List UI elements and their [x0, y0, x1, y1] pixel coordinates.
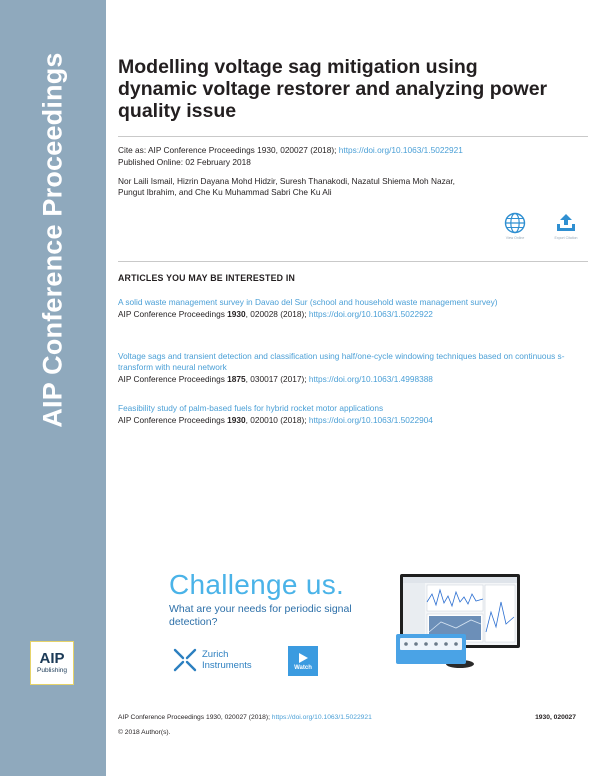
view-online-button[interactable] [493, 212, 537, 240]
volume-number: 1875 [227, 374, 246, 384]
view-online-label: View Online [505, 236, 525, 240]
export-icon [555, 212, 577, 234]
footer-cite-prefix: AIP Conference Proceedings 1930, 020027 (2018); [118, 714, 272, 721]
cite-doi-link[interactable]: https://doi.org/10.1063/1.5022921 [338, 145, 463, 155]
article-number: , 030017 (2017); [245, 374, 309, 384]
journal-sidebar [0, 0, 106, 776]
paper-title: Modelling voltage sag mitigation using dynamic voltage restorer and analyzing power quality issue [118, 56, 548, 122]
ad-subline: What are your needs for periodic signal detection? [169, 603, 352, 628]
cite-prefix: Cite as: AIP Conference Proceedings 1930, 020027 (2018); [118, 145, 339, 155]
related-article [118, 351, 578, 385]
article-number: , 020010 (2018); [245, 415, 309, 425]
author-list: Nor Laili Ismail, Hizrin Dayana Mohd Hidzir, Suresh Thanakodi, Nazatul Shiema Moh Nazar, Pungut Ibrahim, and Che Ku Muhammad Sabri Che Ku Ali [118, 176, 455, 197]
globe-icon [504, 212, 526, 234]
published-date: Published Online: 02 February 2018 [118, 157, 251, 167]
ad-headline: Challenge us. [169, 569, 345, 600]
related-article-title[interactable]: A solid waste management survey in Davao del Sur (school and household waste management survey) [118, 297, 498, 307]
advertisement[interactable] [164, 564, 544, 684]
related-article-title[interactable]: Feasibility study of palm-based fuels for hybrid rocket motor applications [118, 403, 384, 413]
page-identifier: 1930, 020027 [535, 714, 576, 721]
brand-line: Zurich [202, 649, 229, 660]
doi-link[interactable]: https://doi.org/10.1063/1.5022904 [308, 415, 433, 425]
journal-name-text: AIP Conference Proceedings [118, 374, 228, 384]
footer-doi-link[interactable]: https://doi.org/10.1063/1.5022921 [271, 714, 372, 721]
play-icon [297, 652, 309, 664]
brand-line: Instruments [202, 660, 252, 671]
doi-link[interactable]: https://doi.org/10.1063/1.4998388 [308, 374, 433, 384]
copyright: © 2018 Author(s). [118, 729, 171, 736]
watch-label: Watch [294, 664, 312, 671]
export-citation-label: Export Citation [554, 236, 578, 240]
article-number: , 020028 (2018); [245, 309, 309, 319]
related-article-cite [118, 374, 578, 385]
divider [118, 136, 588, 137]
zurich-instruments-logo-icon [172, 647, 198, 673]
related-heading: ARTICLES YOU MAY BE INTERESTED IN [118, 273, 296, 283]
export-citation-button[interactable] [544, 212, 588, 240]
journal-name-text: AIP Conference Proceedings [118, 309, 228, 319]
aip-publishing-logo[interactable] [30, 641, 74, 685]
related-article-cite [118, 415, 578, 426]
doi-link[interactable]: https://doi.org/10.1063/1.5022922 [308, 309, 433, 319]
related-article-title[interactable]: Voltage sags and transient detection and classification using half/one-cycle windowing techniques based on continuous s-transform with neural network [118, 351, 565, 372]
journal-name: AIP Conference Proceedings [37, 52, 68, 428]
volume-number: 1930 [227, 309, 246, 319]
logo-sub: Publishing [37, 667, 67, 674]
watch-button[interactable] [288, 646, 318, 676]
cite-line [118, 145, 463, 156]
logo-main: AIP [39, 650, 65, 667]
instrument-monitor-image [396, 572, 524, 672]
volume-number: 1930 [227, 415, 246, 425]
journal-name-text: AIP Conference Proceedings [118, 415, 228, 425]
related-article [118, 403, 578, 426]
related-article [118, 297, 578, 320]
footer-citation [118, 714, 372, 721]
related-article-cite [118, 309, 578, 320]
divider [118, 261, 588, 262]
ad-brand [202, 649, 252, 671]
